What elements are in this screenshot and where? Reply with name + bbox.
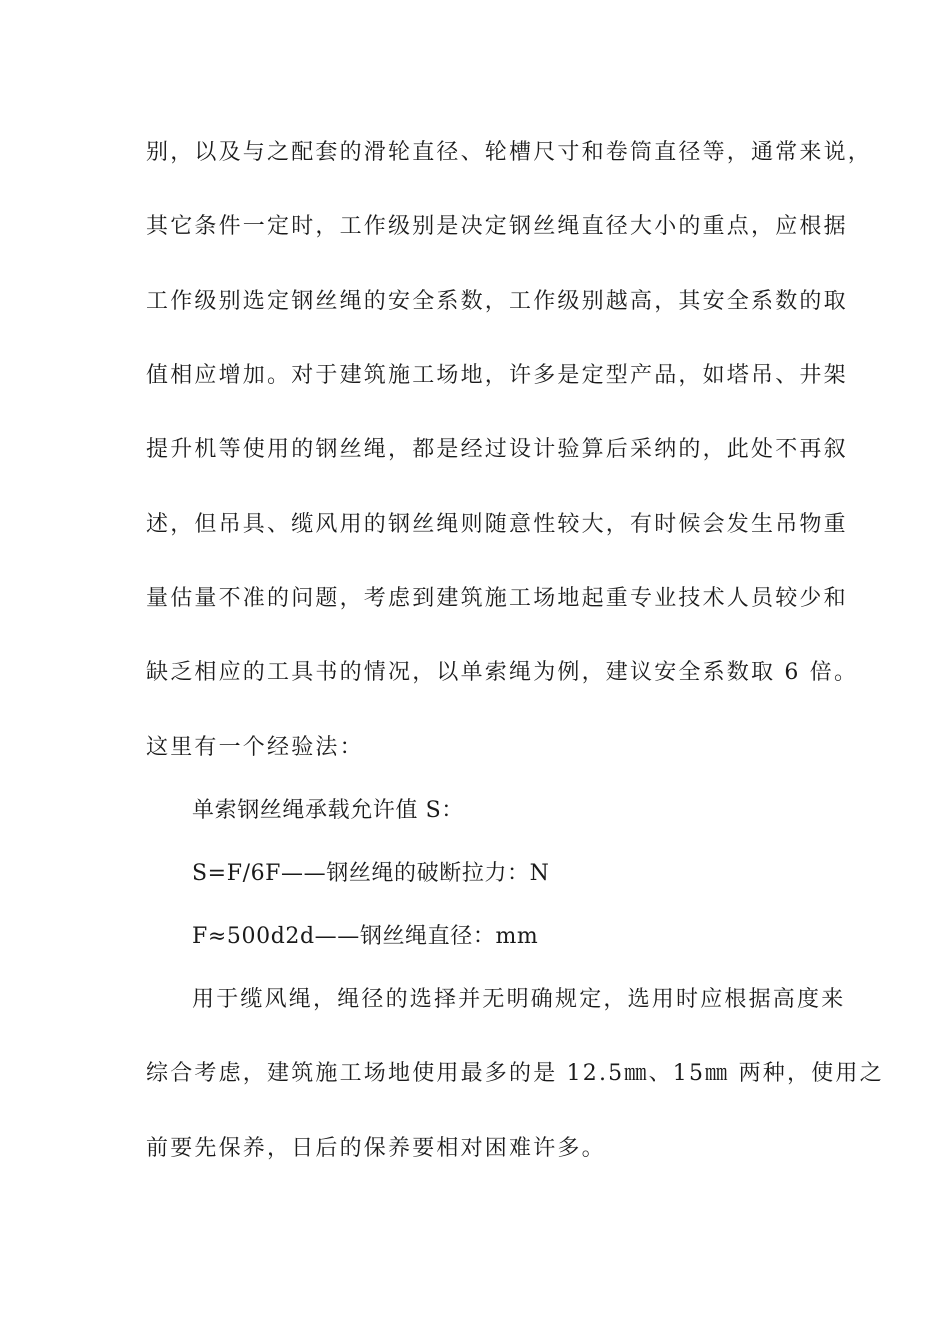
text-line: 别，以及与之配套的滑轮直径、轮槽尺寸和卷筒直径等，通常来说， <box>146 140 873 165</box>
paragraph-2: 这里有一个经验法： <box>146 735 364 760</box>
formula-1: S=F/6F——钢丝绳的破断拉力：N <box>192 861 550 886</box>
formula-2: F≈500d2d——钢丝绳直径：mm <box>192 924 539 949</box>
text-line: 综合考虑，建筑施工场地使用最多的是 12.5㎜、15㎜ 两种，使用之 <box>146 1061 884 1086</box>
text-line: 前要先保养，日后的保养要相对困难许多。 <box>146 1136 606 1161</box>
text-line: 其它条件一定时，工作级别是决定钢丝绳直径大小的重点，应根据 <box>146 214 848 239</box>
formula-intro: 单索钢丝绳承载允许值 S： <box>192 798 464 823</box>
text-line: 量估量不准的问题，考虑到建筑施工场地起重专业技术人员较少和 <box>146 586 848 611</box>
text-line: 工作级别选定钢丝绳的安全系数，工作级别越高，其安全系数的取 <box>146 289 848 314</box>
text-line: 值相应增加。对于建筑施工场地，许多是定型产品，如塔吊、井架 <box>146 363 848 388</box>
text-line: 用于缆风绳，绳径的选择并无明确规定，选用时应根据高度来 <box>192 987 846 1012</box>
text-line: 述，但吊具、缆风用的钢丝绳则随意性较大，有时候会发生吊物重 <box>146 512 848 537</box>
text-line: 提升机等使用的钢丝绳，都是经过设计验算后采纳的，此处不再叙 <box>146 437 848 462</box>
text-line: 缺乏相应的工具书的情况，以单索绳为例，建议安全系数取 6 倍。 <box>146 660 859 685</box>
